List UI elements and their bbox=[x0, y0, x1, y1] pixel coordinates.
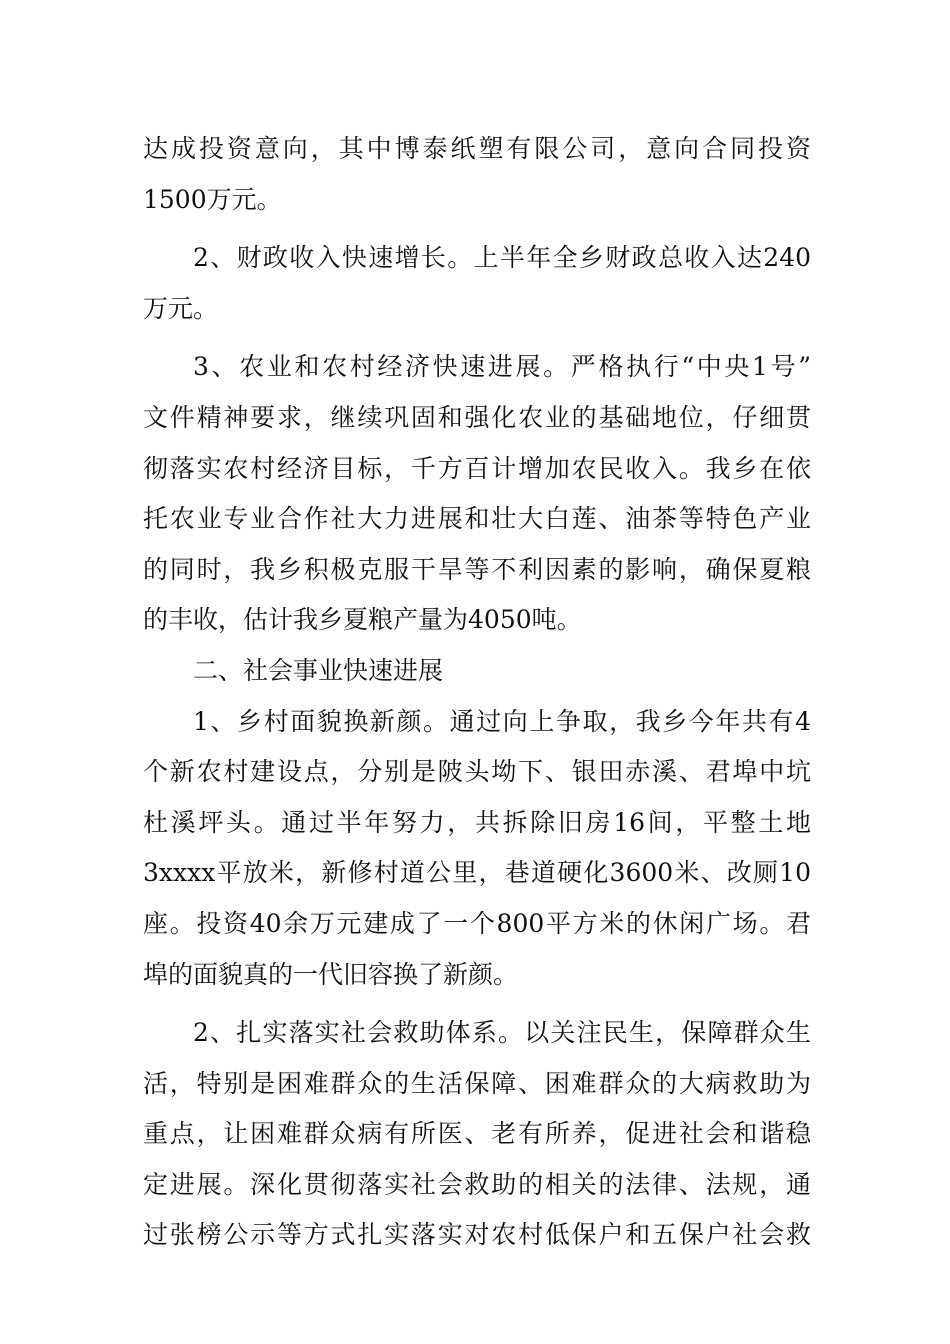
text-line: 重点，让困难群众病有所医、老有所养，促进社会和谐稳 bbox=[143, 1119, 811, 1149]
paragraph-start-line: 2、财政收入快速增长。上半年全乡财政总收入达240 bbox=[193, 243, 811, 273]
text-line: 的丰收，估计我乡夏粮产量为4050吨。 bbox=[143, 605, 582, 635]
text-line: 1500万元。 bbox=[143, 184, 282, 214]
text-line: 文件精神要求，继续巩固和强化农业的基础地位，仔细贯 bbox=[143, 402, 811, 432]
text-line: 埠的面貌真的一代旧容换了新颜。 bbox=[143, 959, 519, 989]
text-line: 个新农村建设点，分别是陂头坳下、银田赤溪、君埠中坑 bbox=[143, 757, 811, 787]
text-line: 3xxxx平放米，新修村道公里，巷道硬化3600米、改厕10 bbox=[143, 858, 811, 888]
text-line: 过张榜公示等方式扎实落实对农村低保户和五保户社会救 bbox=[143, 1220, 811, 1250]
text-line: 座。投资40余万元建成了一个800平方米的休闲广场。君 bbox=[143, 908, 811, 938]
text-line: 达成投资意向，其中博泰纸塑有限公司，意向合同投资 bbox=[143, 134, 811, 163]
paragraph-start-line: 1、乡村面貌换新颜。通过向上争取，我乡今年共有4 bbox=[193, 706, 811, 736]
text-line: 彻落实农村经济目标，千方百计增加农民收入。我乡在依 bbox=[143, 453, 811, 483]
section-heading: 二、社会事业快速进展 bbox=[193, 655, 444, 685]
text-line: 的同时，我乡积极克服干旱等不利因素的影响，确保夏粮 bbox=[143, 554, 811, 584]
paragraph-start-line: 2、扎实落实社会救助体系。以关注民生，保障群众生 bbox=[193, 1018, 811, 1048]
text-line: 定进展。深化贯彻落实社会救助的相关的法律、法规，通 bbox=[143, 1169, 811, 1199]
document-body bbox=[143, 124, 811, 1261]
paragraph-start-line: 3、农业和农村经济快速进展。严格执行“中央1号” bbox=[193, 352, 811, 382]
text-line: 杜溪坪头。通过半年努力，共拆除旧房16间，平整土地 bbox=[143, 807, 811, 837]
text-line: 万元。 bbox=[143, 293, 219, 323]
text-line: 托农业专业合作社大力进展和壮大白莲、油茶等特色产业 bbox=[143, 504, 811, 534]
text-line: 活，特别是困难群众的生活保障、困难群众的大病救助为 bbox=[143, 1068, 811, 1098]
